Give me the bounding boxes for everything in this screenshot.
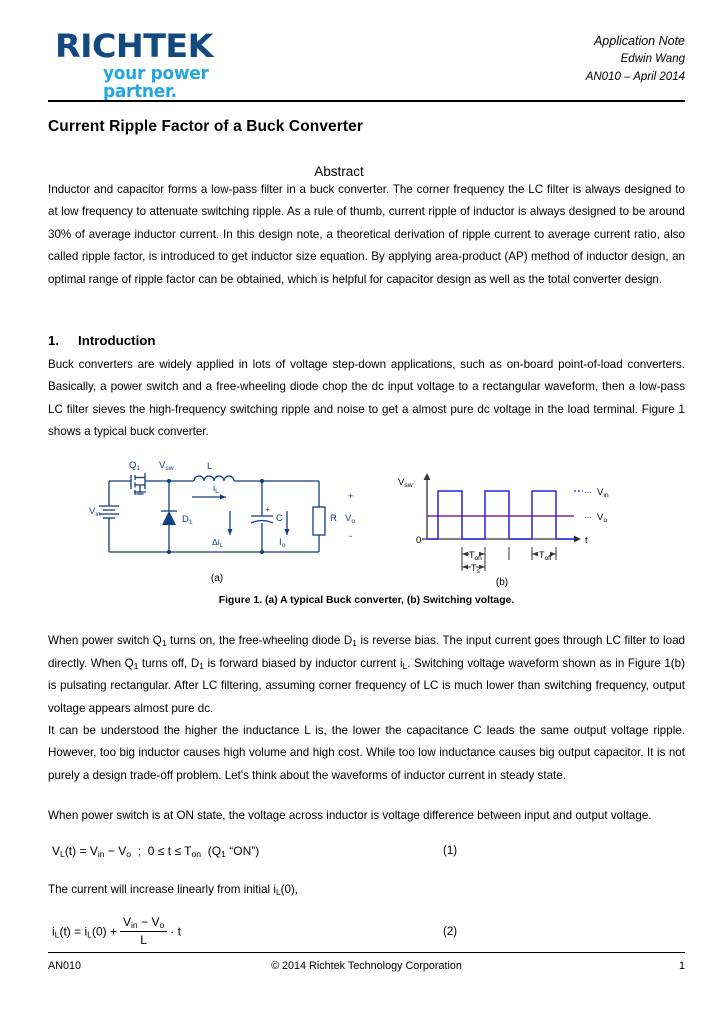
equation-2-container [48, 916, 685, 948]
abstract-heading: Abstract [314, 164, 364, 179]
circuit-labels [89, 460, 355, 549]
logo-wordmark: RICHTEK [55, 27, 213, 65]
page-header [0, 0, 725, 100]
equation-1 [52, 841, 685, 861]
label-vsw-axis: $V_{sw}$ [397, 477, 413, 490]
label-res: R [329, 513, 337, 525]
label-vin-dots: ··· [583, 488, 592, 498]
section-number: 1. [48, 332, 60, 348]
label-inductor: L [206, 461, 212, 473]
equation-1-number: (1) [443, 845, 458, 858]
fraction-denominator: L [140, 932, 147, 947]
label-delta-il: $\Delta i_L$ [211, 537, 223, 550]
pulse-train [427, 491, 574, 539]
footer-doc-number: AN010 [48, 960, 82, 972]
equation-2-fraction [120, 915, 167, 947]
body-paragraph-4: When power switch is at ON state, the voltage across inductor is voltage difference between input and output voltage. [48, 809, 652, 822]
label-q1: $Q_1$ [128, 460, 140, 473]
figure-label-b: (b) [495, 577, 508, 588]
figure-1-graphics [87, 459, 647, 587]
label-zero: 0 [415, 535, 421, 547]
label-d1: $D_1$ [181, 514, 193, 527]
fraction-numerator: $V_{in} - V_o$ [120, 915, 167, 932]
switching-waveform [422, 473, 583, 571]
figure-label-a: (a) [210, 573, 223, 585]
label-vo: $V_o$ [344, 513, 355, 526]
abstract-paragraph: Inductor and capacitor forms a low-pass filter in a buck converter. The corner frequency the LC filter is always designed to at low frequency to attenuate switching ripple. As a rule of thumb, current ripple of inductor is always designed to be around 30% of average inductor current. In this design note, a theoretical derivation of ripple current to average current ratio, also called ripple factor, is introduced to get inductor size equation. By applying area-product (AP) method of inductor design, an optimal range of ripple factor can be obtained, which is helpful for capacitor design as well as the total converter design. [48, 183, 685, 286]
label-vin: $V_{in}$ [88, 506, 101, 519]
equation-2 [52, 916, 685, 948]
page-footer [48, 952, 685, 972]
label-cap: C [275, 513, 283, 525]
body-paragraph-2: When power switch $Q_1$ turns on, the free-wheeling diode $D_1$ is reverse bias. The input current goes through LC filter to load directly. When $Q_1$ turns off, $D_1$ is forward biased by inductor current $i_L$. Switching voltage waveform shown as in Figure 1(b) is pulsating rectangular. After LC filtering, assuming corner frequency of LC is much lower than switching frequency, output voltage appears almost pure dc. [48, 634, 686, 715]
label-io: $I_o$ [278, 537, 285, 550]
label-vo-dots: ··· [583, 513, 592, 523]
footer-copyright: © 2014 Richtek Technology Corporation [271, 960, 462, 972]
equation-2-expression: $i_L(t) = i_L(0)$ + $\frac{V_{in} - V_o}{L}$ · t [52, 914, 181, 947]
logo-tagline: your power partner. [103, 64, 209, 102]
label-cap-plus: + [264, 505, 270, 515]
equation-1-container [48, 841, 685, 861]
header-metadata [586, 30, 685, 87]
header-doc-type: Application Note [593, 34, 685, 48]
label-minus: - [348, 531, 352, 543]
label-ts: $T_s$ [470, 563, 480, 576]
label-plus: + [347, 491, 354, 503]
footer-page-number: 1 [678, 960, 685, 972]
header-reference: AN010 – April 2014 [585, 71, 685, 84]
label-il: $i_L$ [212, 483, 219, 496]
section-title: Introduction [78, 332, 156, 348]
page-title: Current Ripple Factor of a Buck Converter [48, 118, 364, 135]
intro-paragraph-1: Buck converters are widely applied in lots of voltage step-down applications, such as on-board point-of-load converters. Basically, a power switch and a free-wheeling diode chop the dc input voltage to a rectangular waveform, then a low-pass LC filter sieves the high-frequency switching ripple and noise to get a almost pure dc voltage in the load terminal. Figure 1 shows a typical buck converter. [48, 357, 685, 438]
figure-1 [48, 459, 685, 606]
section-heading-introduction [48, 333, 685, 348]
equation-1-expression: $V_L(t) = V_{in} - V_o$ ; $0 \le t \le T_{on}$ ($Q_1$ “ON”) [52, 843, 260, 859]
equation-2-number: (2) [443, 925, 458, 938]
label-vo-level: $V_o$ [596, 512, 607, 525]
header-author: Edwin Wang [620, 53, 685, 66]
label-toff: $T_{off}$ [538, 550, 552, 563]
body-paragraph-3: It can be understood the higher the inductance L is, the lower the capacitance C leads the same output voltage ripple. However, too big inductor causes high volume and high cost. While too low inductance causes big output capacitor. It is not purely a design trade-off problem. Let's think about the waveforms of inductor current in steady state. [48, 723, 685, 782]
header-divider [48, 100, 685, 102]
label-vin-level: $V_{in}$ [596, 487, 609, 500]
body-paragraph-5: The current will increase linearly from initial $i_L(0)$, [48, 883, 299, 898]
richtek-logo [55, 27, 290, 102]
label-ton: $T_{on}$ [468, 550, 482, 563]
figure-1-caption: Figure 1. (a) A typical Buck converter, (b) Switching voltage. [218, 595, 515, 607]
label-t-axis: t [584, 535, 588, 547]
document-content [48, 112, 686, 947]
label-vsw: $V_{sw}$ [158, 460, 174, 473]
